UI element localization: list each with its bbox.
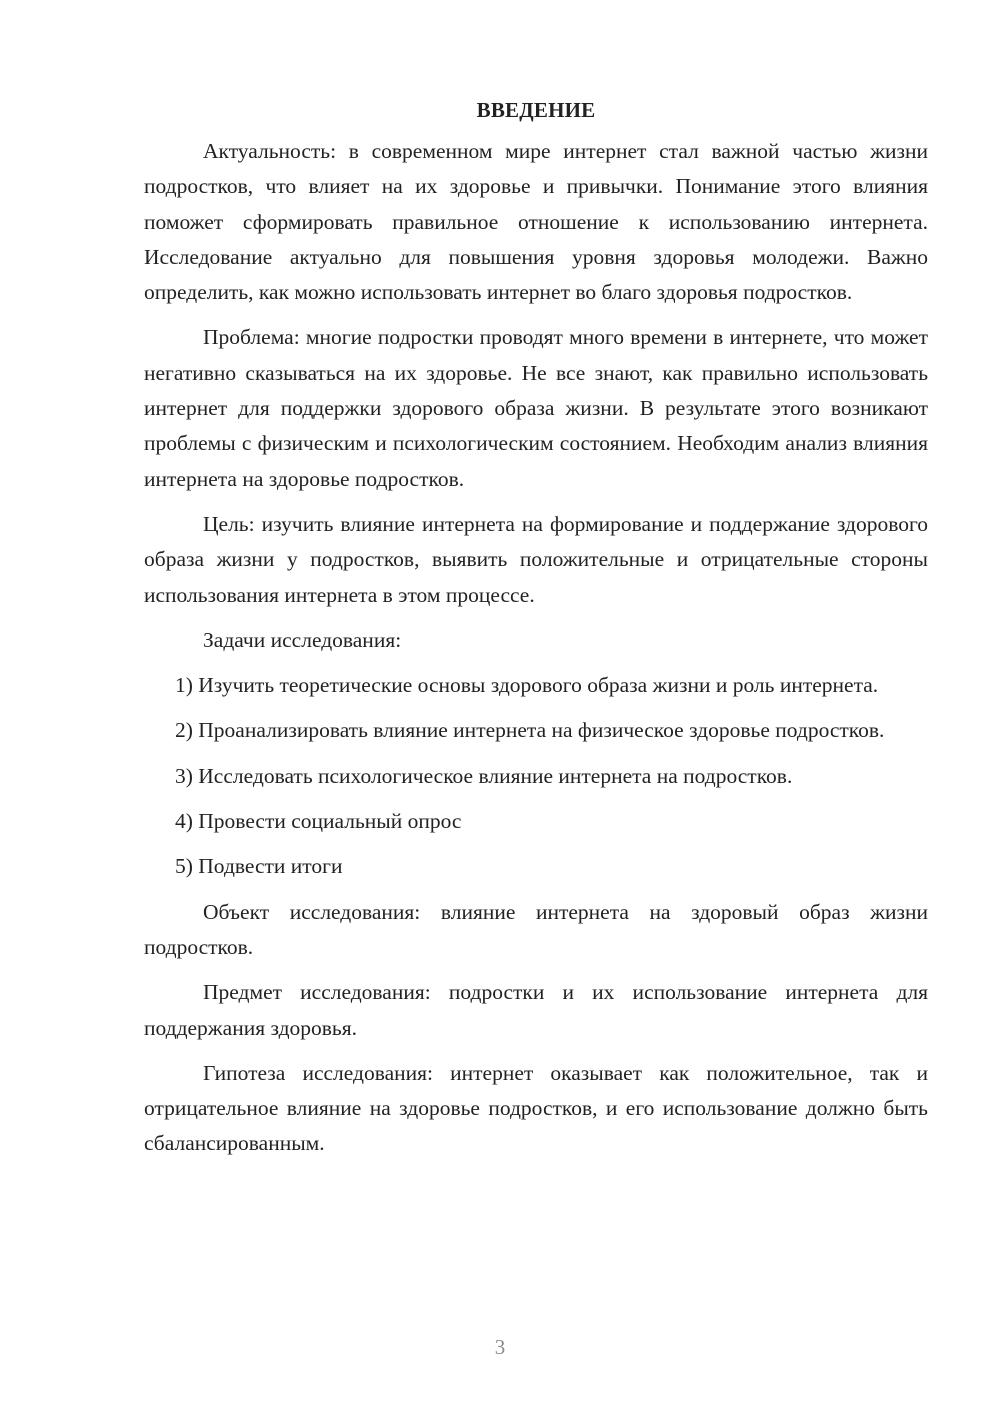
task-item-1: 1) Изучить теоретические основы здорового образа жизни и роль интернета. — [175, 673, 879, 698]
task-item-5: 5) Подвести итоги — [175, 854, 343, 879]
task-item-4: 4) Провести социальный опрос — [175, 809, 462, 834]
page-number: 3 — [494, 1335, 506, 1359]
problem-paragraph: Проблема: многие подростки проводят много времени в интернете, что может негативно сказываться на их здоровье. Не все знают, как правильно использовать интернет для поддержки здорового образа жизни. В результате этого возникают проблемы с физическим и психологическим состоянием. Необходим анализ влияния интернета на здоровье подростков. — [144, 325, 928, 491]
goal-paragraph: Цель: изучить влияние интернета на формирование и поддержание здорового образа жизни у подростков, выявить положительные и отрицательные стороны использования интернета в этом процессе. — [144, 511, 928, 607]
subject-paragraph: Предмет исследования: подростки и их использование интернета для поддержания здоровья. — [144, 980, 928, 1040]
tasks-heading: Задачи исследования: — [203, 627, 402, 652]
relevance-paragraph: Актуальность: в современном мире интернет стал важной частью жизни подростков, что влияет на их здоровье и привычки. Понимание этого влияния поможет сформировать правильное отношение к использованию интернета. Исследование актуально для повышения уровня здоровья молодежи. Важно определить, как можно использовать интернет во благо здоровья подростков. — [144, 139, 928, 305]
task-item-3: 3) Исследовать психологическое влияние интернета на подростков. — [175, 763, 793, 788]
hypothesis-paragraph: Гипотеза исследования: интернет оказывает как положительное, так и отрицательное влияние на здоровье подростков, и его использование должно быть сбалансированным. — [144, 1060, 928, 1156]
document-body — [144, 92, 928, 1172]
object-paragraph: Объект исследования: влияние интернета на здоровый образ жизни подростков. — [144, 899, 928, 959]
task-item-2: 2) Проанализировать влияние интернета на физическое здоровье подростков. — [175, 718, 885, 743]
section-title: ВВЕДЕНИЕ — [476, 98, 596, 122]
